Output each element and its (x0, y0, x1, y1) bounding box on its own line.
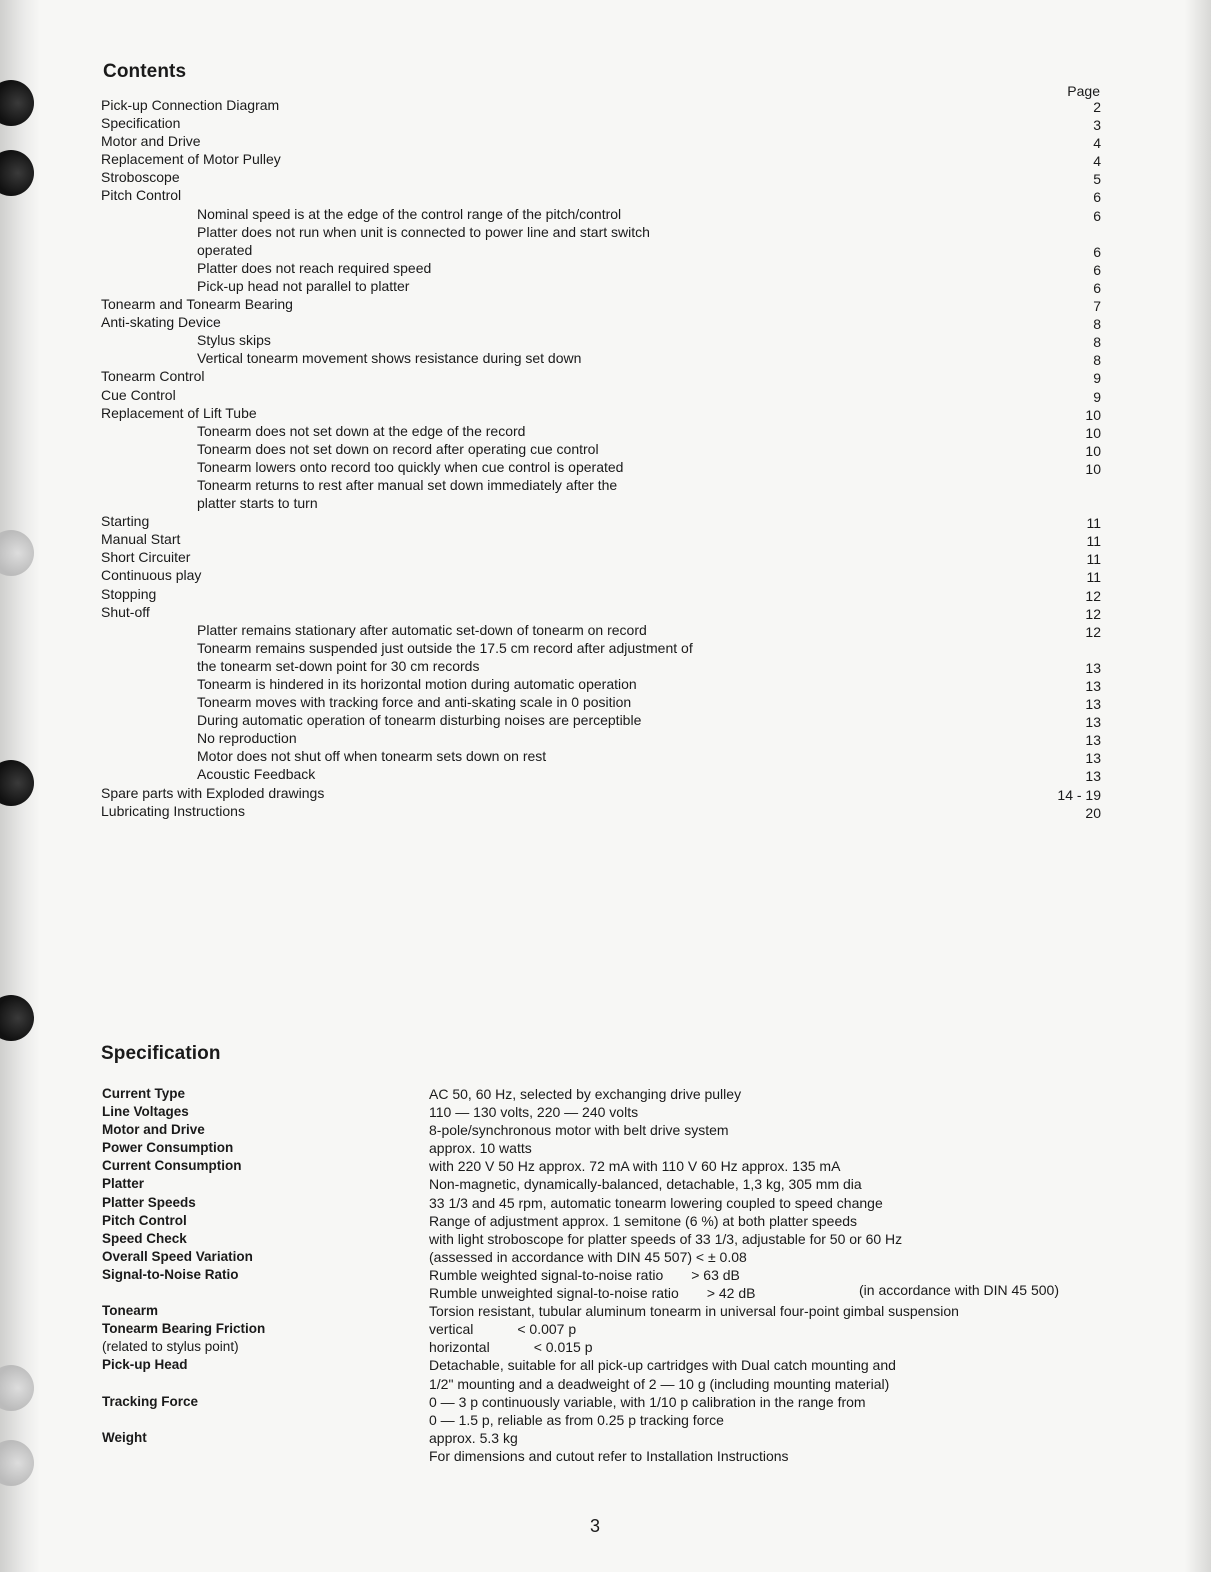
toc-entry-title: Anti-skating Device (101, 314, 221, 331)
toc-entry (101, 530, 1101, 548)
toc-entry-title: Tonearm does not set down on record after operating cue control (197, 440, 599, 457)
toc-entry-title: During automatic operation of tonearm disturbing noises are perceptible (197, 712, 642, 729)
spec-value (429, 1284, 755, 1302)
toc-entry-page: 6 (1093, 261, 1101, 278)
toc-entry (101, 711, 1101, 729)
toc-entry-page: 13 (1085, 696, 1101, 713)
spec-value: (assessed in accordance with DIN 45 507) < ± 0.08 (429, 1248, 747, 1265)
toc-entry-title: Stopping (101, 585, 157, 602)
toc-entry-title: Replacement of Lift Tube (101, 404, 257, 421)
toc-entry-title: Platter remains stationary after automatic set-down of tonearm on record (197, 621, 647, 638)
toc-entry-page: 20 (1085, 804, 1101, 821)
spec-row (101, 1121, 1101, 1139)
spec-label: Platter Speeds (102, 1194, 196, 1210)
spec-row (101, 1085, 1101, 1103)
spec-row (101, 1230, 1101, 1248)
spec-value: 8-pole/synchronous motor with belt drive system (429, 1122, 729, 1139)
toc-entry-title: Tonearm is hindered in its horizontal motion during automatic operation (197, 676, 637, 692)
toc-entry-title: Short Circuiter (101, 549, 191, 566)
page-edge (1185, 0, 1211, 1572)
toc-entry (101, 802, 1101, 820)
toc-entry-page: 10 (1085, 424, 1101, 441)
spec-row (101, 1139, 1101, 1157)
toc-entry (101, 693, 1101, 711)
toc-entry-title: Pick-up head not parallel to platter (197, 277, 410, 294)
toc-entry-title: Tonearm Control (101, 368, 205, 385)
toc-entry-page: 7 (1093, 298, 1101, 315)
toc-entry (101, 747, 1101, 765)
spec-value: 33 1/3 and 45 rpm, automatic tonearm lowering coupled to speed change (429, 1194, 883, 1211)
toc-entry-title: platter starts to turn (197, 495, 318, 512)
toc-entry-page: 11 (1086, 515, 1101, 532)
spec-row (101, 1212, 1101, 1230)
toc-entry (101, 585, 1101, 603)
spec-value: with 220 V 50 Hz approx. 72 mA with 110 V 60 Hz approx. 135 mA (429, 1158, 841, 1175)
toc-entry-title: Motor and Drive (101, 133, 201, 150)
spec-value: For dimensions and cutout refer to Installation Instructions (429, 1447, 789, 1464)
toc-entry (101, 494, 1101, 512)
toc-entry (101, 422, 1101, 440)
spec-value: 0 — 1.5 p, reliable as from 0.25 p tracking force (429, 1411, 724, 1428)
toc-entry (101, 621, 1101, 639)
spec-value-label: Rumble weighted signal-to-noise ratio (429, 1266, 664, 1283)
toc-entry (101, 349, 1101, 367)
spec-value: Non-magnetic, dynamically-balanced, detachable, 1,3 kg, 305 mm dia (429, 1176, 862, 1193)
contents-list (101, 96, 1101, 820)
toc-entry (101, 205, 1101, 223)
spec-label: Motor and Drive (102, 1122, 205, 1138)
toc-entry-title: Nominal speed is at the edge of the control range of the pitch/control (197, 205, 622, 222)
spec-value: with light stroboscope for platter speeds of 33 1/3, adjustable for 50 or 60 Hz (429, 1230, 903, 1247)
spec-label: Current Type (102, 1086, 186, 1101)
toc-entry-page: 6 (1093, 243, 1101, 260)
spec-row (101, 1338, 1101, 1356)
toc-entry-page: 5 (1093, 171, 1101, 188)
toc-entry-page: 10 (1085, 442, 1101, 459)
toc-entry-title: Replacement of Motor Pulley (101, 151, 281, 168)
toc-entry (101, 548, 1101, 566)
spec-label: Tonearm Bearing Friction (102, 1321, 266, 1337)
toc-entry (101, 639, 1101, 657)
toc-entry-title: Starting (101, 513, 150, 530)
toc-entry-page: 13 (1085, 768, 1101, 785)
spec-value: Detachable, suitable for all pick-up cartridges with Dual catch mounting and (429, 1357, 896, 1374)
spec-label: Pick-up Head (102, 1357, 188, 1373)
toc-entry-title: Platter does not run when unit is connected to power line and start switch (197, 223, 650, 240)
spec-row (101, 1103, 1101, 1121)
toc-entry-page: 12 (1085, 623, 1101, 640)
toc-entry (101, 603, 1101, 621)
toc-entry-title: operated (197, 241, 253, 258)
spec-row (101, 1393, 1101, 1411)
page-number: 3 (590, 1516, 601, 1536)
spec-label: Pitch Control (102, 1212, 187, 1228)
toc-entry-title: Cue Control (101, 386, 176, 403)
toc-entry (101, 331, 1101, 349)
page-column-label: Page (1067, 83, 1100, 99)
toc-entry-title: Continuous play (101, 567, 202, 584)
spec-label: (related to stylus point) (102, 1339, 239, 1355)
spec-label: Weight (102, 1429, 147, 1445)
toc-entry-title: Pitch Control (101, 187, 182, 204)
toc-entry (101, 566, 1101, 584)
spec-value: approx. 10 watts (429, 1140, 532, 1157)
toc-entry (101, 313, 1101, 331)
spec-row (101, 1302, 1101, 1320)
toc-entry-title: Shut-off (101, 603, 150, 620)
toc-entry-page: 11 (1086, 551, 1101, 568)
toc-entry-page: 12 (1085, 605, 1101, 622)
toc-entry-page: 11 (1086, 533, 1101, 550)
toc-entry (101, 675, 1101, 693)
toc-entry (101, 241, 1101, 259)
spec-value: Range of adjustment approx. 1 semitone (6 %) at both platter speeds (429, 1212, 858, 1229)
toc-entry-title: Manual Start (101, 531, 181, 548)
toc-entry-title: Tonearm remains suspended just outside the 17.5 cm record after adjustment of (197, 639, 693, 656)
toc-entry-title: Stylus skips (197, 332, 271, 349)
toc-entry-page: 6 (1093, 279, 1101, 296)
toc-entry-title: Motor does not shut off when tonearm sets down on rest (197, 748, 547, 765)
spec-row (101, 1194, 1101, 1212)
spec-value-amount: < 0.015 p (533, 1339, 593, 1356)
toc-entry (101, 295, 1101, 313)
toc-entry-page: 8 (1093, 352, 1101, 369)
spec-value: 0 — 3 p continuously variable, with 1/10 p calibration in the range from (429, 1393, 866, 1410)
toc-entry (101, 223, 1101, 241)
spec-value: approx. 5.3 kg (429, 1429, 518, 1446)
spec-value (429, 1266, 740, 1284)
toc-entry-title: Specification (101, 115, 181, 132)
spec-value (429, 1320, 576, 1338)
toc-entry-page: 9 (1093, 388, 1101, 405)
toc-entry-page: 14 - 19 (1057, 786, 1101, 803)
spec-note: (in accordance with DIN 45 500) (859, 1282, 1059, 1299)
toc-entry-page: 6 (1093, 207, 1101, 224)
spec-value: 110 — 130 volts, 220 — 240 volts (429, 1104, 639, 1121)
spec-value: AC 50, 60 Hz, selected by exchanging drive pulley (429, 1086, 742, 1102)
toc-entry-page: 8 (1093, 334, 1101, 351)
spec-row (101, 1175, 1101, 1193)
toc-entry-page: 4 (1093, 153, 1101, 170)
spec-row (101, 1320, 1101, 1338)
toc-entry-page: 10 (1085, 460, 1101, 477)
toc-entry (101, 458, 1101, 476)
spec-row (101, 1157, 1101, 1175)
spec-label: Tonearm (102, 1303, 159, 1319)
toc-entry-page: 13 (1085, 659, 1101, 676)
spec-value: 1/2" mounting and a deadweight of 2 — 10 g (including mounting material) (429, 1375, 890, 1392)
toc-entry-title: Platter does not reach required speed (197, 259, 432, 276)
toc-entry-page: 9 (1093, 370, 1101, 387)
spec-value-label: Rumble unweighted signal-to-noise ratio (429, 1285, 679, 1302)
spec-value (429, 1338, 592, 1356)
toc-entry-title: Tonearm moves with tracking force and anti-skating scale in 0 position (197, 694, 632, 711)
spec-label: Platter (102, 1176, 145, 1192)
toc-entry-page: 8 (1093, 316, 1101, 333)
spec-label: Current Consumption (102, 1158, 242, 1174)
spec-row (101, 1248, 1101, 1266)
specification-heading: Specification (101, 1043, 221, 1064)
spec-row (101, 1447, 1101, 1465)
toc-entry (101, 150, 1101, 168)
toc-entry-page: 11 (1086, 569, 1101, 586)
spec-label: Line Voltages (102, 1104, 189, 1120)
spec-label: Overall Speed Variation (102, 1248, 253, 1264)
spec-row (101, 1411, 1101, 1429)
toc-entry (101, 168, 1101, 186)
toc-entry (101, 440, 1101, 458)
contents-heading: Contents (103, 61, 187, 82)
toc-entry-page: 13 (1085, 678, 1101, 694)
spec-label: Power Consumption (102, 1140, 234, 1156)
spec-label: Speed Check (102, 1230, 187, 1246)
toc-entry (101, 114, 1101, 132)
toc-entry (101, 132, 1101, 150)
toc-entry-page: 13 (1085, 714, 1101, 731)
toc-entry (101, 784, 1101, 802)
spec-row (101, 1284, 1101, 1302)
toc-entry-page: 6 (1093, 189, 1101, 206)
toc-entry-page: 13 (1085, 750, 1101, 767)
toc-entry (101, 367, 1101, 385)
toc-entry-title: Stroboscope (101, 169, 180, 186)
toc-entry-title: Lubricating Instructions (101, 802, 245, 819)
spec-row (101, 1429, 1101, 1447)
toc-entry-page: 13 (1085, 732, 1101, 749)
toc-entry-page: 3 (1093, 117, 1101, 134)
toc-entry-page: 2 (1093, 99, 1101, 115)
toc-entry (101, 277, 1101, 295)
toc-entry (101, 186, 1101, 204)
spec-label: Signal-to-Noise Ratio (102, 1266, 239, 1282)
toc-entry (101, 657, 1101, 675)
spec-label: Tracking Force (102, 1393, 199, 1409)
specification-table (101, 1085, 1101, 1465)
toc-entry (101, 765, 1101, 783)
spec-value: Torsion resistant, tubular aluminum tonearm in universal four-point gimbal suspension (429, 1303, 959, 1320)
toc-entry-title: Tonearm does not set down at the edge of the record (197, 422, 526, 439)
toc-entry (101, 476, 1101, 494)
toc-entry-title: Tonearm returns to rest after manual set down immediately after the (197, 476, 618, 493)
toc-entry (101, 729, 1101, 747)
toc-entry-page: 12 (1085, 587, 1101, 604)
toc-entry-title: Pick-up Connection Diagram (101, 97, 280, 113)
toc-entry (101, 512, 1101, 530)
spec-row (101, 1356, 1101, 1374)
toc-entry-page: 4 (1093, 135, 1101, 152)
toc-entry-title: Vertical tonearm movement shows resistance during set down (197, 350, 582, 367)
toc-entry (101, 404, 1101, 422)
toc-entry-page: 10 (1085, 406, 1101, 423)
toc-entry-title: the tonearm set-down point for 30 cm records (197, 657, 480, 674)
spec-value-label: vertical (429, 1321, 474, 1338)
spec-row (101, 1375, 1101, 1393)
toc-entry-title: Acoustic Feedback (197, 766, 316, 783)
spec-value-amount: < 0.007 p (517, 1321, 577, 1338)
spec-value-label: horizontal (429, 1339, 490, 1356)
toc-entry (101, 259, 1101, 277)
toc-entry (101, 96, 1101, 114)
toc-entry-title: Tonearm lowers onto record too quickly when cue control is operated (197, 458, 624, 475)
toc-entry-title: Spare parts with Exploded drawings (101, 784, 325, 801)
spec-value-amount: > 63 dB (691, 1266, 740, 1283)
toc-entry-title: No reproduction (197, 730, 297, 747)
toc-entry (101, 386, 1101, 404)
toc-entry-title: Tonearm and Tonearm Bearing (101, 296, 293, 313)
spec-value-amount: > 42 dB (706, 1285, 756, 1302)
